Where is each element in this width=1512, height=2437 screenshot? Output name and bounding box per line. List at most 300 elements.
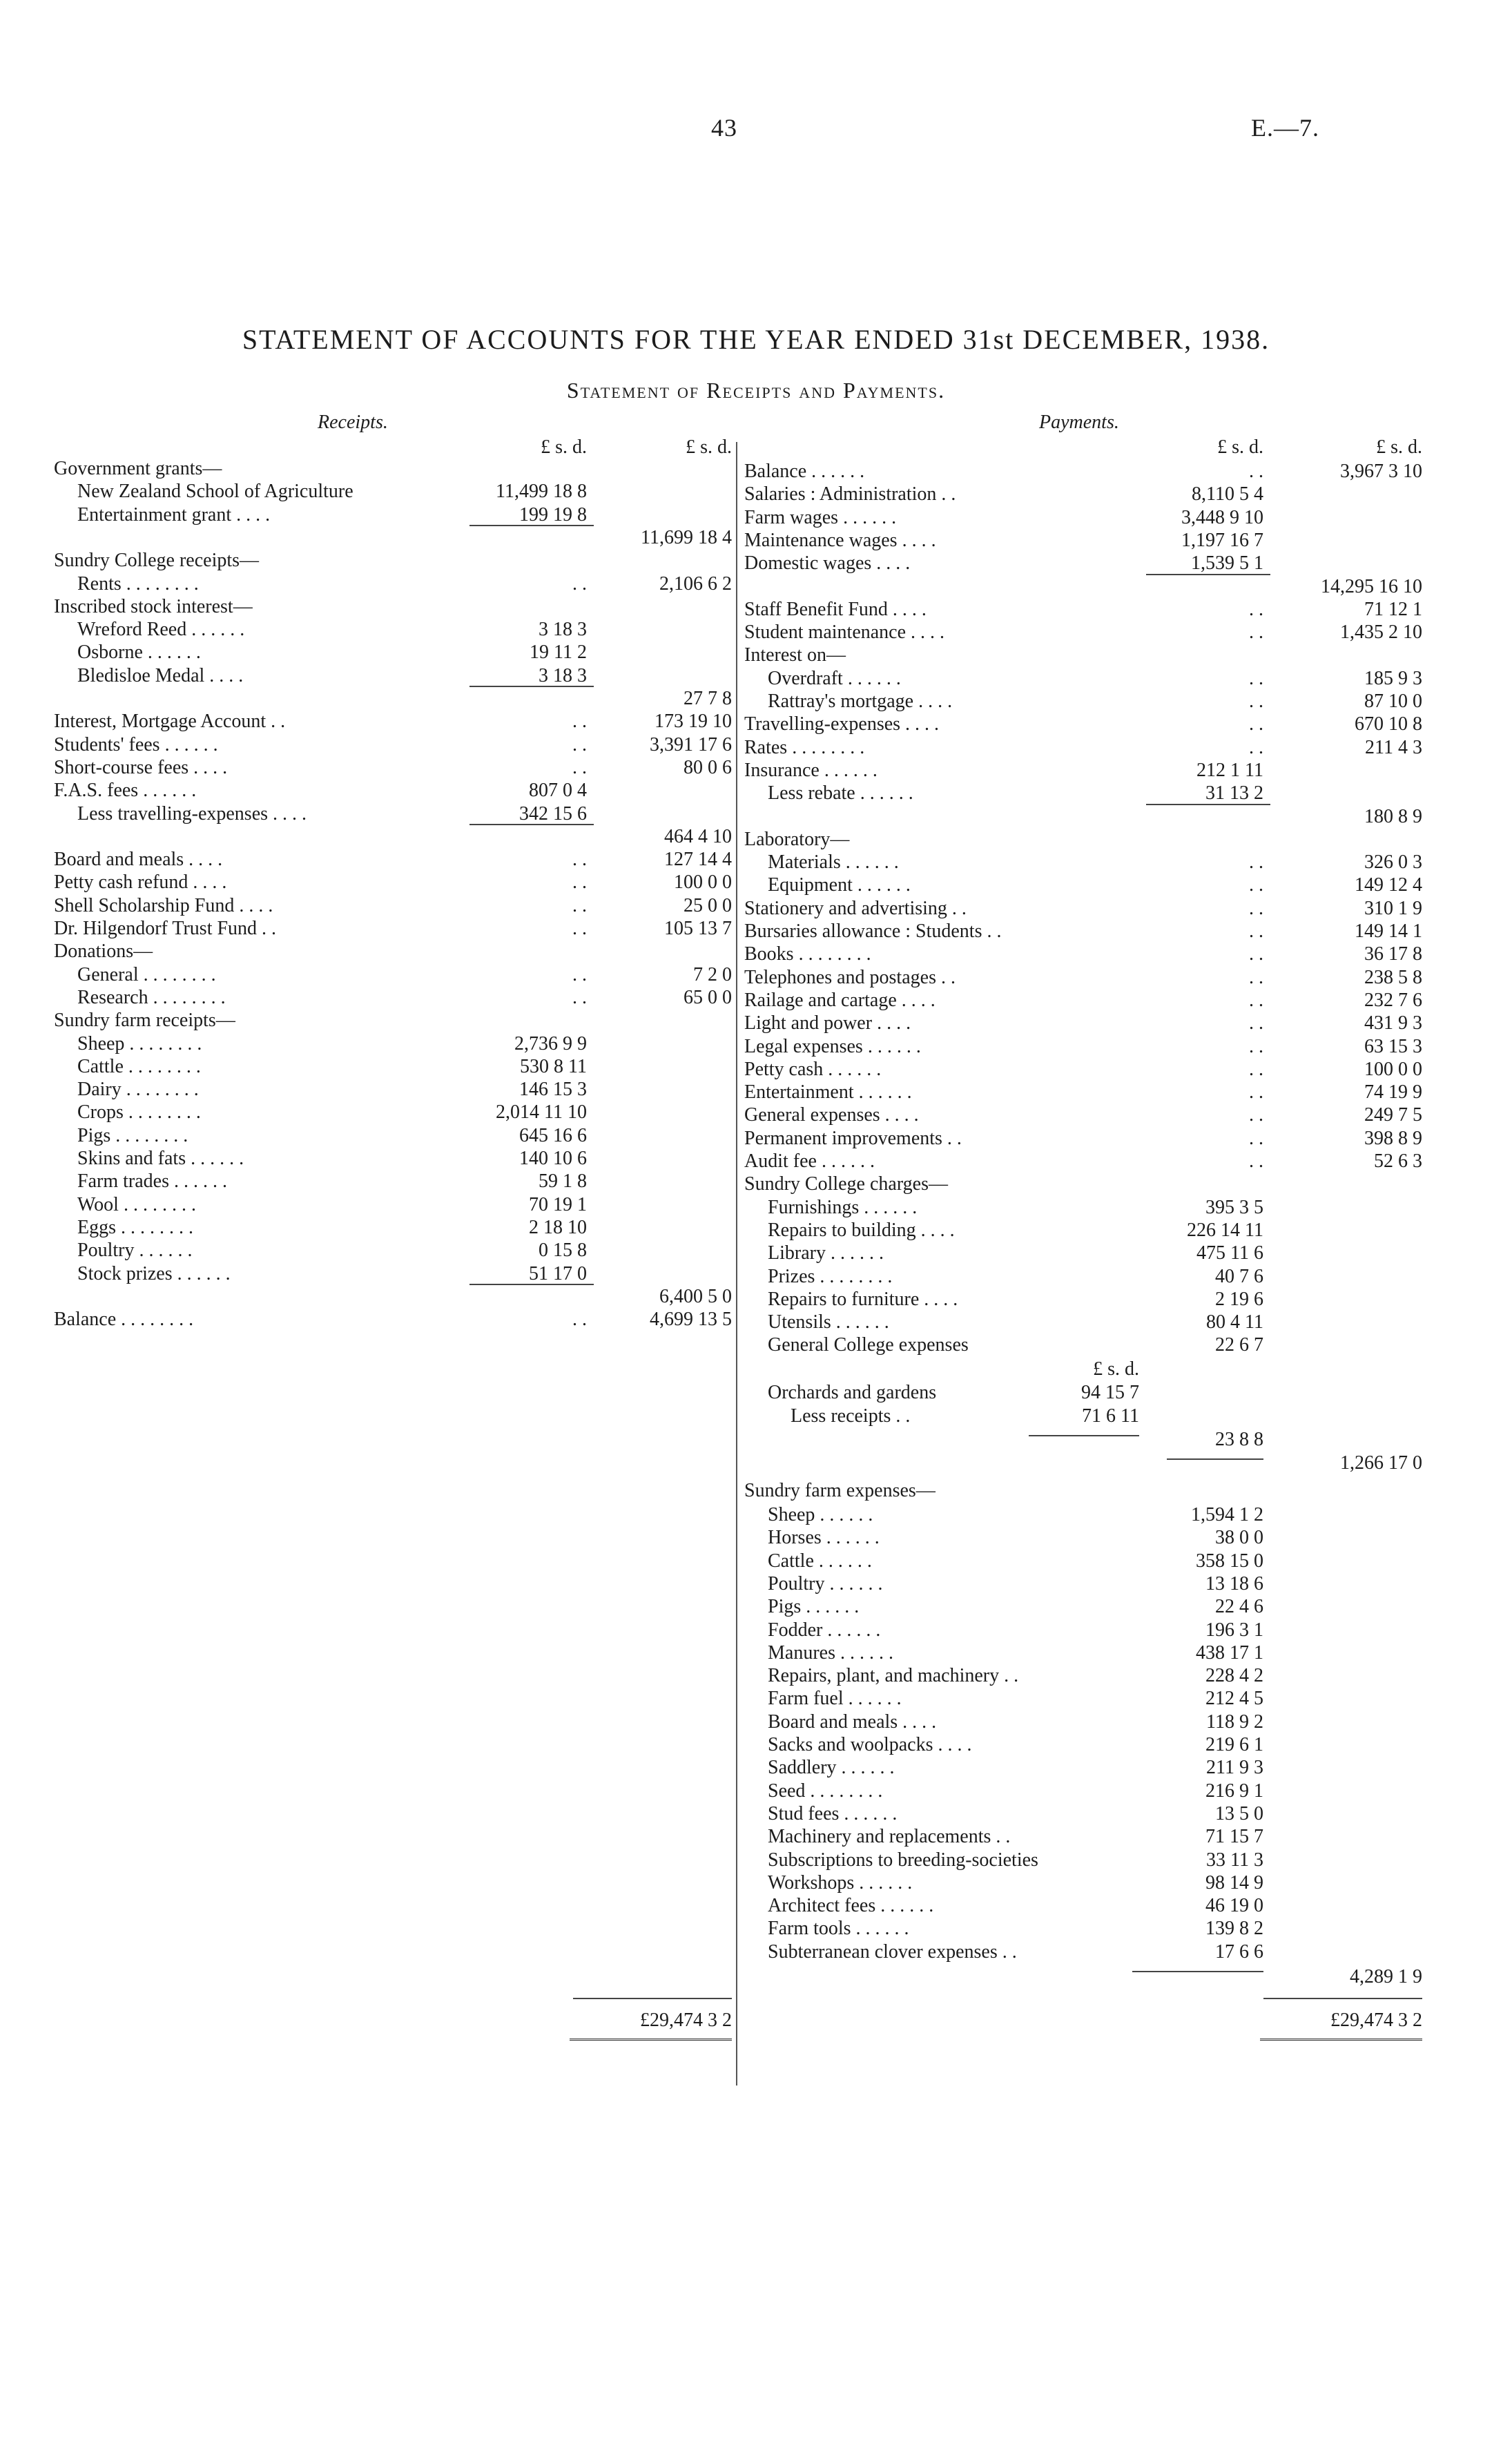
- payments-amount-col1: 40 7 6: [1215, 1265, 1263, 1287]
- receipts-label: Sheep . . . . . . . .: [77, 1032, 202, 1054]
- payments-label: Salaries : Administration . .: [744, 483, 956, 505]
- receipts-amount-col1: . .: [572, 918, 587, 939]
- payments-row: [0, 1012, 1512, 1035]
- farm-expense-row: [0, 1503, 1512, 1527]
- receipts-heading: Receipts.: [318, 412, 388, 433]
- farm-expense-amount: 358 15 0: [1196, 1550, 1263, 1572]
- payments-amount-col1: 212 1 11: [1196, 759, 1263, 781]
- payments-row: [0, 1265, 1512, 1289]
- receipts-label: Poultry . . . . . .: [77, 1240, 193, 1262]
- receipts-amount-col1: . .: [572, 711, 587, 733]
- orchards-less-label: Less receipts . .: [791, 1405, 911, 1427]
- payments-row: [0, 713, 1512, 736]
- payments-label: Railage and cartage . . . .: [744, 989, 936, 1011]
- farm-expense-label: Cattle . . . . . .: [768, 1550, 872, 1572]
- farm-expense-row: [0, 1664, 1512, 1688]
- payments-amount-col1: . .: [1249, 943, 1263, 965]
- farm-expense-label: Board and meals . . . .: [768, 1711, 937, 1733]
- receipts-amount-col2: 464 4 10: [664, 825, 732, 847]
- payments-row: [0, 782, 1512, 805]
- receipts-label: Dairy . . . . . . . .: [77, 1079, 199, 1101]
- receipts-amount-col1: 19 11 2: [530, 642, 587, 664]
- payments-label: Balance . . . . . .: [744, 461, 865, 482]
- payments-label: Staff Benefit Fund . . . .: [744, 598, 927, 620]
- payments-row: [0, 897, 1512, 921]
- payments-row: [0, 1150, 1512, 1173]
- receipts-label: Skins and fats . . . . . .: [77, 1148, 244, 1169]
- payments-row: [0, 1333, 1512, 1357]
- payments-amount-col2: 3,967 3 10: [1340, 461, 1422, 482]
- receipts-label: Stock prizes . . . . . .: [77, 1262, 231, 1284]
- receipts-label: Dr. Hilgendorf Trust Fund . .: [54, 918, 277, 939]
- payments-total: £29,474 3 2: [1330, 2010, 1422, 2031]
- receipts-label: Donations—: [54, 941, 153, 963]
- payments-amount-col2: 1,435 2 10: [1340, 622, 1422, 644]
- payments-label: Domestic wages . . . .: [744, 552, 911, 575]
- receipts-amount-col1: 807 0 4: [529, 780, 587, 802]
- payments-label: Light and power . . . .: [744, 1012, 911, 1034]
- payments-label: Audit fee . . . . . .: [744, 1150, 875, 1172]
- receipts-label: Wreford Reed . . . . . .: [77, 619, 245, 641]
- farm-expense-label: Subscriptions to breeding-societies: [768, 1849, 1038, 1871]
- payments-label: Permanent improvements . .: [744, 1127, 962, 1149]
- farm-expense-label: Saddlery . . . . . .: [768, 1757, 895, 1779]
- payments-row: [0, 598, 1512, 622]
- payments-label: Legal expenses . . . . . .: [744, 1035, 921, 1057]
- farm-expense-amount: 22 4 6: [1215, 1596, 1263, 1618]
- payments-amount-col1: 226 14 11: [1187, 1219, 1263, 1241]
- farm-expense-label: Fodder . . . . . .: [768, 1619, 881, 1641]
- payments-subtotal-rule: [1146, 574, 1270, 575]
- farm-expense-amount: 33 11 3: [1206, 1849, 1263, 1871]
- receipts-amount-col2: 3,391 17 6: [650, 733, 732, 755]
- payments-amount-col1: . .: [1249, 667, 1263, 689]
- payments-label: Interest on—: [744, 644, 846, 666]
- page-number: 43: [711, 114, 737, 142]
- college-charges-subtotal: 1,266 17 0: [1340, 1452, 1422, 1474]
- receipts-amount-col2: 11,699 18 4: [641, 526, 732, 548]
- payments-amount-col1: . .: [1249, 1058, 1263, 1080]
- farm-expense-amount: 196 3 1: [1205, 1619, 1263, 1641]
- payments-row: [0, 943, 1512, 966]
- farm-expense-amount: 438 17 1: [1196, 1641, 1263, 1664]
- payments-label: Entertainment . . . . . .: [744, 1081, 912, 1104]
- payments-label: Overdraft . . . . . .: [768, 667, 901, 689]
- payments-amount-col1: . .: [1249, 1150, 1263, 1172]
- farm-expense-amount: 219 6 1: [1205, 1734, 1263, 1755]
- payments-label: Rattray's mortgage . . . .: [768, 691, 953, 712]
- receipts-amount-col1: . .: [572, 894, 587, 916]
- receipts-amount-col1: 199 19 8: [519, 503, 587, 526]
- farm-expense-row: [0, 1526, 1512, 1550]
- orchards-label: Orchards and gardens: [768, 1382, 937, 1403]
- receipts-amount-col1: 3 18 3: [539, 664, 587, 686]
- receipts-total: £29,474 3 2: [640, 2010, 732, 2031]
- farm-expenses-heading: Sundry farm expenses—: [744, 1480, 936, 1501]
- farm-expense-label: Pigs . . . . . .: [768, 1596, 860, 1618]
- farm-expense-amount: 71 15 7: [1205, 1826, 1263, 1848]
- payments-amount-col1: . .: [1249, 851, 1263, 874]
- payments-amount-col2: 87 10 0: [1364, 691, 1422, 712]
- receipts-amount-col2: 105 13 7: [664, 918, 732, 939]
- payments-amount-col1: . .: [1249, 713, 1263, 735]
- farm-expense-row: [0, 1756, 1512, 1780]
- receipts-amount-col1: 59 1 8: [539, 1171, 587, 1193]
- receipts-amount-col1: 140 10 6: [519, 1148, 587, 1169]
- payments-heading: Payments.: [1039, 412, 1119, 433]
- receipts-label: Rents . . . . . . . .: [77, 572, 199, 595]
- receipts-label: Inscribed stock interest—: [54, 595, 253, 617]
- payments-label: Stationery and advertising . .: [744, 897, 967, 919]
- receipts-units-col2: £ s. d.: [686, 436, 732, 458]
- payments-row: [0, 1219, 1512, 1242]
- payments-amount-col2: 310 1 9: [1364, 897, 1422, 919]
- orchards-net: 23 8 8: [1215, 1429, 1263, 1450]
- payments-label: General College expenses: [768, 1334, 969, 1356]
- receipts-amount-col1: . .: [572, 1309, 587, 1331]
- payments-label: Equipment . . . . . .: [768, 874, 911, 896]
- receipts-label: Bledisloe Medal . . . .: [77, 664, 244, 686]
- payments-amount-col2: 74 19 9: [1364, 1081, 1422, 1104]
- receipts-amount-col1: 2,736 9 9: [514, 1032, 587, 1054]
- farm-expense-label: Workshops . . . . . .: [768, 1871, 913, 1894]
- payments-amount-col1: 8,110 5 4: [1192, 483, 1263, 505]
- farm-expense-row: [0, 1825, 1512, 1849]
- receipts-label: Short-course fees . . . .: [54, 756, 228, 778]
- farm-expense-row: [0, 1780, 1512, 1803]
- payments-label: General expenses . . . .: [744, 1104, 919, 1126]
- farm-expense-row: [0, 1733, 1512, 1757]
- farm-expense-row: [0, 1641, 1512, 1665]
- payments-amount-col2: 180 8 9: [1364, 805, 1422, 827]
- receipts-label: Less travelling-expenses . . . .: [77, 802, 307, 825]
- payments-label: Prizes . . . . . . . .: [768, 1265, 893, 1287]
- payments-row: [0, 690, 1512, 713]
- payments-label: Sundry College charges—: [744, 1173, 948, 1195]
- farm-expense-label: Subterranean clover expenses . .: [768, 1940, 1017, 1963]
- farm-expense-amount: 118 9 2: [1206, 1711, 1263, 1733]
- payments-row: [0, 1196, 1512, 1220]
- payments-row: [0, 1081, 1512, 1104]
- college-charges-rule: [1167, 1458, 1263, 1460]
- farm-expense-label: Poultry . . . . . .: [768, 1572, 883, 1595]
- receipts-label: F.A.S. fees . . . . . .: [54, 780, 197, 802]
- payments-label: Telephones and postages . .: [744, 966, 956, 988]
- farm-expense-amount: 38 0 0: [1215, 1527, 1263, 1549]
- receipts-amount-col1: 2 18 10: [529, 1216, 587, 1238]
- payments-row: [0, 667, 1512, 691]
- payments-units-col1: £ s. d.: [1217, 436, 1263, 458]
- receipts-label: Wool . . . . . . . .: [77, 1193, 196, 1215]
- payments-units-col2: £ s. d.: [1376, 436, 1422, 458]
- payments-row: [0, 989, 1512, 1012]
- payments-amount-col2: 232 7 6: [1364, 989, 1422, 1011]
- farm-expense-amount: 216 9 1: [1205, 1780, 1263, 1802]
- receipts-label: Entertainment grant . . . .: [77, 503, 271, 526]
- receipts-amount-col2: 127 14 4: [664, 849, 732, 871]
- payments-row: [0, 575, 1512, 599]
- farm-expense-label: Manures . . . . . .: [768, 1641, 893, 1664]
- farm-expense-row: [0, 1550, 1512, 1573]
- farm-expense-row: [0, 1940, 1512, 1964]
- payments-total-rule: [1263, 1998, 1422, 1999]
- payments-row: [0, 644, 1512, 667]
- payments-amount-col1: . .: [1249, 874, 1263, 896]
- farm-expense-row: [0, 1894, 1512, 1918]
- payments-amount-col2: 71 12 1: [1364, 598, 1422, 620]
- farm-expense-label: Stud fees . . . . . .: [768, 1802, 898, 1824]
- payments-row: [0, 966, 1512, 990]
- payments-amount-col2: 149 14 1: [1355, 921, 1422, 942]
- payments-amount-col2: 63 15 3: [1364, 1035, 1422, 1057]
- payments-row: [0, 1288, 1512, 1311]
- receipts-label: Shell Scholarship Fund . . . .: [54, 894, 273, 916]
- receipts-label: New Zealand School of Agriculture: [77, 481, 353, 503]
- payments-amount-col1: . .: [1249, 691, 1263, 712]
- series-number: E.—7.: [1251, 114, 1319, 142]
- payments-amount-col1: 31 13 2: [1205, 782, 1263, 805]
- receipts-amount-col1: 146 15 3: [519, 1079, 587, 1101]
- receipts-amount-col2: 173 19 10: [655, 711, 732, 733]
- farm-expense-row: [0, 1619, 1512, 1642]
- payments-row: [0, 1058, 1512, 1081]
- farm-expense-row: [0, 1595, 1512, 1619]
- receipts-label: Sundry farm receipts—: [54, 1010, 235, 1032]
- farm-expense-amount: 13 18 6: [1205, 1572, 1263, 1595]
- payments-label: Library . . . . . .: [768, 1242, 884, 1264]
- payments-row: [0, 460, 1512, 483]
- payments-label: Rates . . . . . . . .: [744, 736, 865, 758]
- payments-row: [0, 828, 1512, 851]
- receipts-label: General . . . . . . . .: [77, 963, 216, 985]
- payments-amount-col1: 1,539 5 1: [1191, 552, 1263, 575]
- receipts-label: Government grants—: [54, 458, 222, 479]
- payments-row: [0, 506, 1512, 530]
- payments-amount-col1: 1,197 16 7: [1181, 529, 1263, 551]
- receipts-amount-col1: . .: [572, 963, 587, 985]
- receipts-amount-col2: 27 7 8: [684, 688, 732, 709]
- payments-label: Travelling-expenses . . . .: [744, 713, 940, 735]
- payments-amount-col1: . .: [1249, 989, 1263, 1011]
- payments-amount-col2: 185 9 3: [1364, 667, 1422, 689]
- payments-label: Laboratory—: [744, 828, 850, 850]
- payments-amount-col1: . .: [1249, 1104, 1263, 1126]
- farm-expense-row: [0, 1572, 1512, 1596]
- farm-expense-row: [0, 1711, 1512, 1734]
- farm-expense-row: [0, 1849, 1512, 1872]
- payments-label: Repairs to building . . . .: [768, 1219, 955, 1241]
- payments-row: [0, 1173, 1512, 1196]
- payments-label: Less rebate . . . . . .: [768, 782, 913, 805]
- payments-label: Maintenance wages . . . .: [744, 529, 936, 551]
- page-subtitle: Statement of Receipts and Payments.: [566, 378, 946, 403]
- receipts-label: Students' fees . . . . . .: [54, 733, 218, 755]
- payments-amount-col1: . .: [1249, 966, 1263, 988]
- farm-expense-amount: 1,594 1 2: [1191, 1504, 1263, 1525]
- payments-amount-col1: 3,448 9 10: [1181, 506, 1263, 528]
- farm-expense-row: [0, 1917, 1512, 1940]
- payments-label: Bursaries allowance : Students . .: [744, 921, 1002, 942]
- payments-label: Petty cash . . . . . .: [744, 1058, 882, 1080]
- payments-amount-col1: . .: [1249, 736, 1263, 758]
- farm-expense-amount: 228 4 2: [1205, 1665, 1263, 1687]
- receipts-amount-col2: 7 2 0: [693, 963, 732, 985]
- payments-amount-col2: 398 8 9: [1364, 1127, 1422, 1149]
- farm-expense-label: Sacks and woolpacks . . . .: [768, 1734, 972, 1755]
- payments-amount-col2: 670 10 8: [1355, 713, 1422, 735]
- farm-expense-label: Architect fees . . . . . .: [768, 1895, 934, 1917]
- payments-row: [0, 851, 1512, 874]
- payments-amount-col1: . .: [1249, 1035, 1263, 1057]
- receipts-amount-col2: 65 0 0: [684, 986, 732, 1008]
- farm-expense-amount: 13 5 0: [1215, 1802, 1263, 1824]
- payments-row: [0, 874, 1512, 897]
- farm-expense-label: Farm tools . . . . . .: [768, 1918, 909, 1940]
- payments-label: Insurance . . . . . .: [744, 759, 878, 781]
- orchards-value: 94 15 7: [1081, 1382, 1139, 1403]
- payments-amount-col1: . .: [1249, 897, 1263, 919]
- farm-expense-row: [0, 1802, 1512, 1826]
- payments-amount-col2: 14,295 16 10: [1321, 575, 1422, 597]
- receipts-label: Board and meals . . . .: [54, 849, 223, 871]
- payments-amount-col1: 22 6 7: [1215, 1334, 1263, 1356]
- payments-row: [0, 1127, 1512, 1150]
- payments-row: [0, 1311, 1512, 1334]
- receipts-units-col1: £ s. d.: [541, 436, 587, 458]
- payments-row: [0, 552, 1512, 575]
- farm-expense-label: Seed . . . . . . . .: [768, 1780, 883, 1802]
- payments-row: [0, 1242, 1512, 1265]
- orchards-units: £ s. d.: [1093, 1358, 1139, 1380]
- payments-amount-col2: 238 5 8: [1364, 966, 1422, 988]
- receipts-label: Eggs . . . . . . . .: [77, 1216, 193, 1238]
- payments-amount-col1: . .: [1249, 461, 1263, 482]
- receipts-label: Balance . . . . . . . .: [54, 1309, 194, 1331]
- receipts-label: Petty cash refund . . . .: [54, 871, 227, 894]
- receipts-amount-col1: . .: [572, 733, 587, 755]
- receipts-amount-col1: 3 18 3: [539, 619, 587, 641]
- payments-total-double-rule: [1260, 2039, 1422, 2043]
- receipts-amount-col2: 25 0 0: [684, 894, 732, 916]
- receipts-total-rule: [573, 1998, 732, 1999]
- receipts-amount-col1: . .: [572, 849, 587, 871]
- receipts-label: Interest, Mortgage Account . .: [54, 711, 286, 733]
- receipts-amount-col2: 6,400 5 0: [659, 1285, 732, 1307]
- receipts-label: Osborne . . . . . .: [77, 642, 201, 664]
- payments-row: [0, 805, 1512, 829]
- receipts-label: Cattle . . . . . . . .: [77, 1055, 201, 1077]
- receipts-label: Farm trades . . . . . .: [77, 1171, 227, 1193]
- payments-label: Furnishings . . . . . .: [768, 1196, 918, 1218]
- farm-expense-label: Farm fuel . . . . . .: [768, 1688, 902, 1710]
- payments-amount-col1: 80 4 11: [1206, 1311, 1263, 1333]
- payments-amount-col1: 2 19 6: [1215, 1288, 1263, 1310]
- receipts-amount-col1: 0 15 8: [539, 1240, 587, 1262]
- payments-amount-col2: 100 0 0: [1364, 1058, 1422, 1080]
- payments-amount-col2: 36 17 8: [1364, 943, 1422, 965]
- receipts-amount-col1: . .: [572, 756, 587, 778]
- payments-subtotal-rule: [1146, 804, 1270, 805]
- farm-expense-label: Sheep . . . . . .: [768, 1504, 873, 1525]
- payments-amount-col2: 326 0 3: [1364, 851, 1422, 874]
- farm-expense-amount: 211 9 3: [1206, 1757, 1263, 1779]
- receipts-amount-col1: 530 8 11: [520, 1055, 587, 1077]
- payments-label: Farm wages . . . . . .: [744, 506, 897, 528]
- farm-expense-amount: 17 6 6: [1215, 1940, 1263, 1963]
- receipts-amount-col1: 70 19 1: [529, 1193, 587, 1215]
- farm-expense-amount: 139 8 2: [1205, 1918, 1263, 1940]
- receipts-amount-col1: 51 17 0: [529, 1262, 587, 1284]
- farm-rule: [1132, 1971, 1263, 1972]
- farm-expense-amount: 212 4 5: [1205, 1688, 1263, 1710]
- payments-amount-col1: 475 11 6: [1196, 1242, 1263, 1264]
- payments-row: [0, 1035, 1512, 1059]
- payments-amount-col1: . .: [1249, 598, 1263, 620]
- payments-amount-col2: 149 12 4: [1355, 874, 1422, 896]
- payments-amount-col1: 395 3 5: [1205, 1196, 1263, 1218]
- page-title: STATEMENT OF ACCOUNTS FOR THE YEAR ENDED 31st DECEMBER, 1938.: [242, 324, 1270, 355]
- payments-amount-col2: 211 4 3: [1365, 736, 1422, 758]
- payments-amount-col1: . .: [1249, 1127, 1263, 1149]
- farm-expense-amount: 46 19 0: [1205, 1895, 1263, 1917]
- payments-amount-col2: 52 6 3: [1374, 1150, 1422, 1172]
- farm-expense-label: Machinery and replacements . .: [768, 1826, 1011, 1848]
- payments-amount-col1: . .: [1249, 1012, 1263, 1034]
- farm-expense-row: [0, 1687, 1512, 1711]
- payments-label: Student maintenance . . . .: [744, 622, 945, 644]
- receipts-amount-col2: 100 0 0: [674, 871, 732, 894]
- payments-label: Books . . . . . . . .: [744, 943, 871, 965]
- payments-label: Utensils . . . . . .: [768, 1311, 889, 1333]
- farm-expense-amount: 98 14 9: [1205, 1871, 1263, 1894]
- payments-row: [0, 736, 1512, 760]
- receipts-label: Research . . . . . . . .: [77, 986, 226, 1008]
- payments-amount-col1: . .: [1249, 622, 1263, 644]
- receipts-amount-col1: 342 15 6: [519, 802, 587, 825]
- payments-amount-col2: 249 7 5: [1364, 1104, 1422, 1126]
- receipts-total-double-rule: [570, 2039, 732, 2043]
- orchards-less-value: 71 6 11: [1082, 1405, 1139, 1427]
- payments-row: [0, 529, 1512, 552]
- receipts-amount-col1: 2,014 11 10: [496, 1101, 587, 1124]
- payments-label: Materials . . . . . .: [768, 851, 899, 874]
- receipts-amount-col2: 4,699 13 5: [650, 1309, 732, 1331]
- payments-amount-col2: 431 9 3: [1364, 1012, 1422, 1034]
- payments-row: [0, 920, 1512, 943]
- receipts-label: Pigs . . . . . . . .: [77, 1124, 188, 1146]
- farm-expense-label: Horses . . . . . .: [768, 1527, 880, 1549]
- payments-label: Repairs to furniture . . . .: [768, 1288, 958, 1310]
- receipts-amount-col1: . .: [572, 572, 587, 595]
- receipts-amount-col1: 11,499 18 8: [496, 481, 587, 503]
- receipts-amount-col2: 80 0 6: [684, 756, 732, 778]
- payments-row: [0, 1104, 1512, 1127]
- farm-expense-label: Repairs, plant, and machinery . .: [768, 1665, 1019, 1687]
- payments-row: [0, 483, 1512, 506]
- payments-row: [0, 759, 1512, 782]
- receipts-amount-col2: 2,106 6 2: [659, 572, 732, 595]
- receipts-amount-col1: . .: [572, 986, 587, 1008]
- receipts-label: Sundry College receipts—: [54, 550, 260, 572]
- payments-amount-col1: . .: [1249, 1081, 1263, 1104]
- receipts-label: Crops . . . . . . . .: [77, 1101, 201, 1124]
- payments-amount-col1: . .: [1249, 921, 1263, 942]
- farm-expense-row: [0, 1871, 1512, 1895]
- receipts-amount-col1: . .: [572, 871, 587, 894]
- payments-row: [0, 621, 1512, 644]
- farm-expenses-total: 4,289 1 9: [1350, 1966, 1422, 1987]
- receipts-amount-col1: 645 16 6: [519, 1124, 587, 1146]
